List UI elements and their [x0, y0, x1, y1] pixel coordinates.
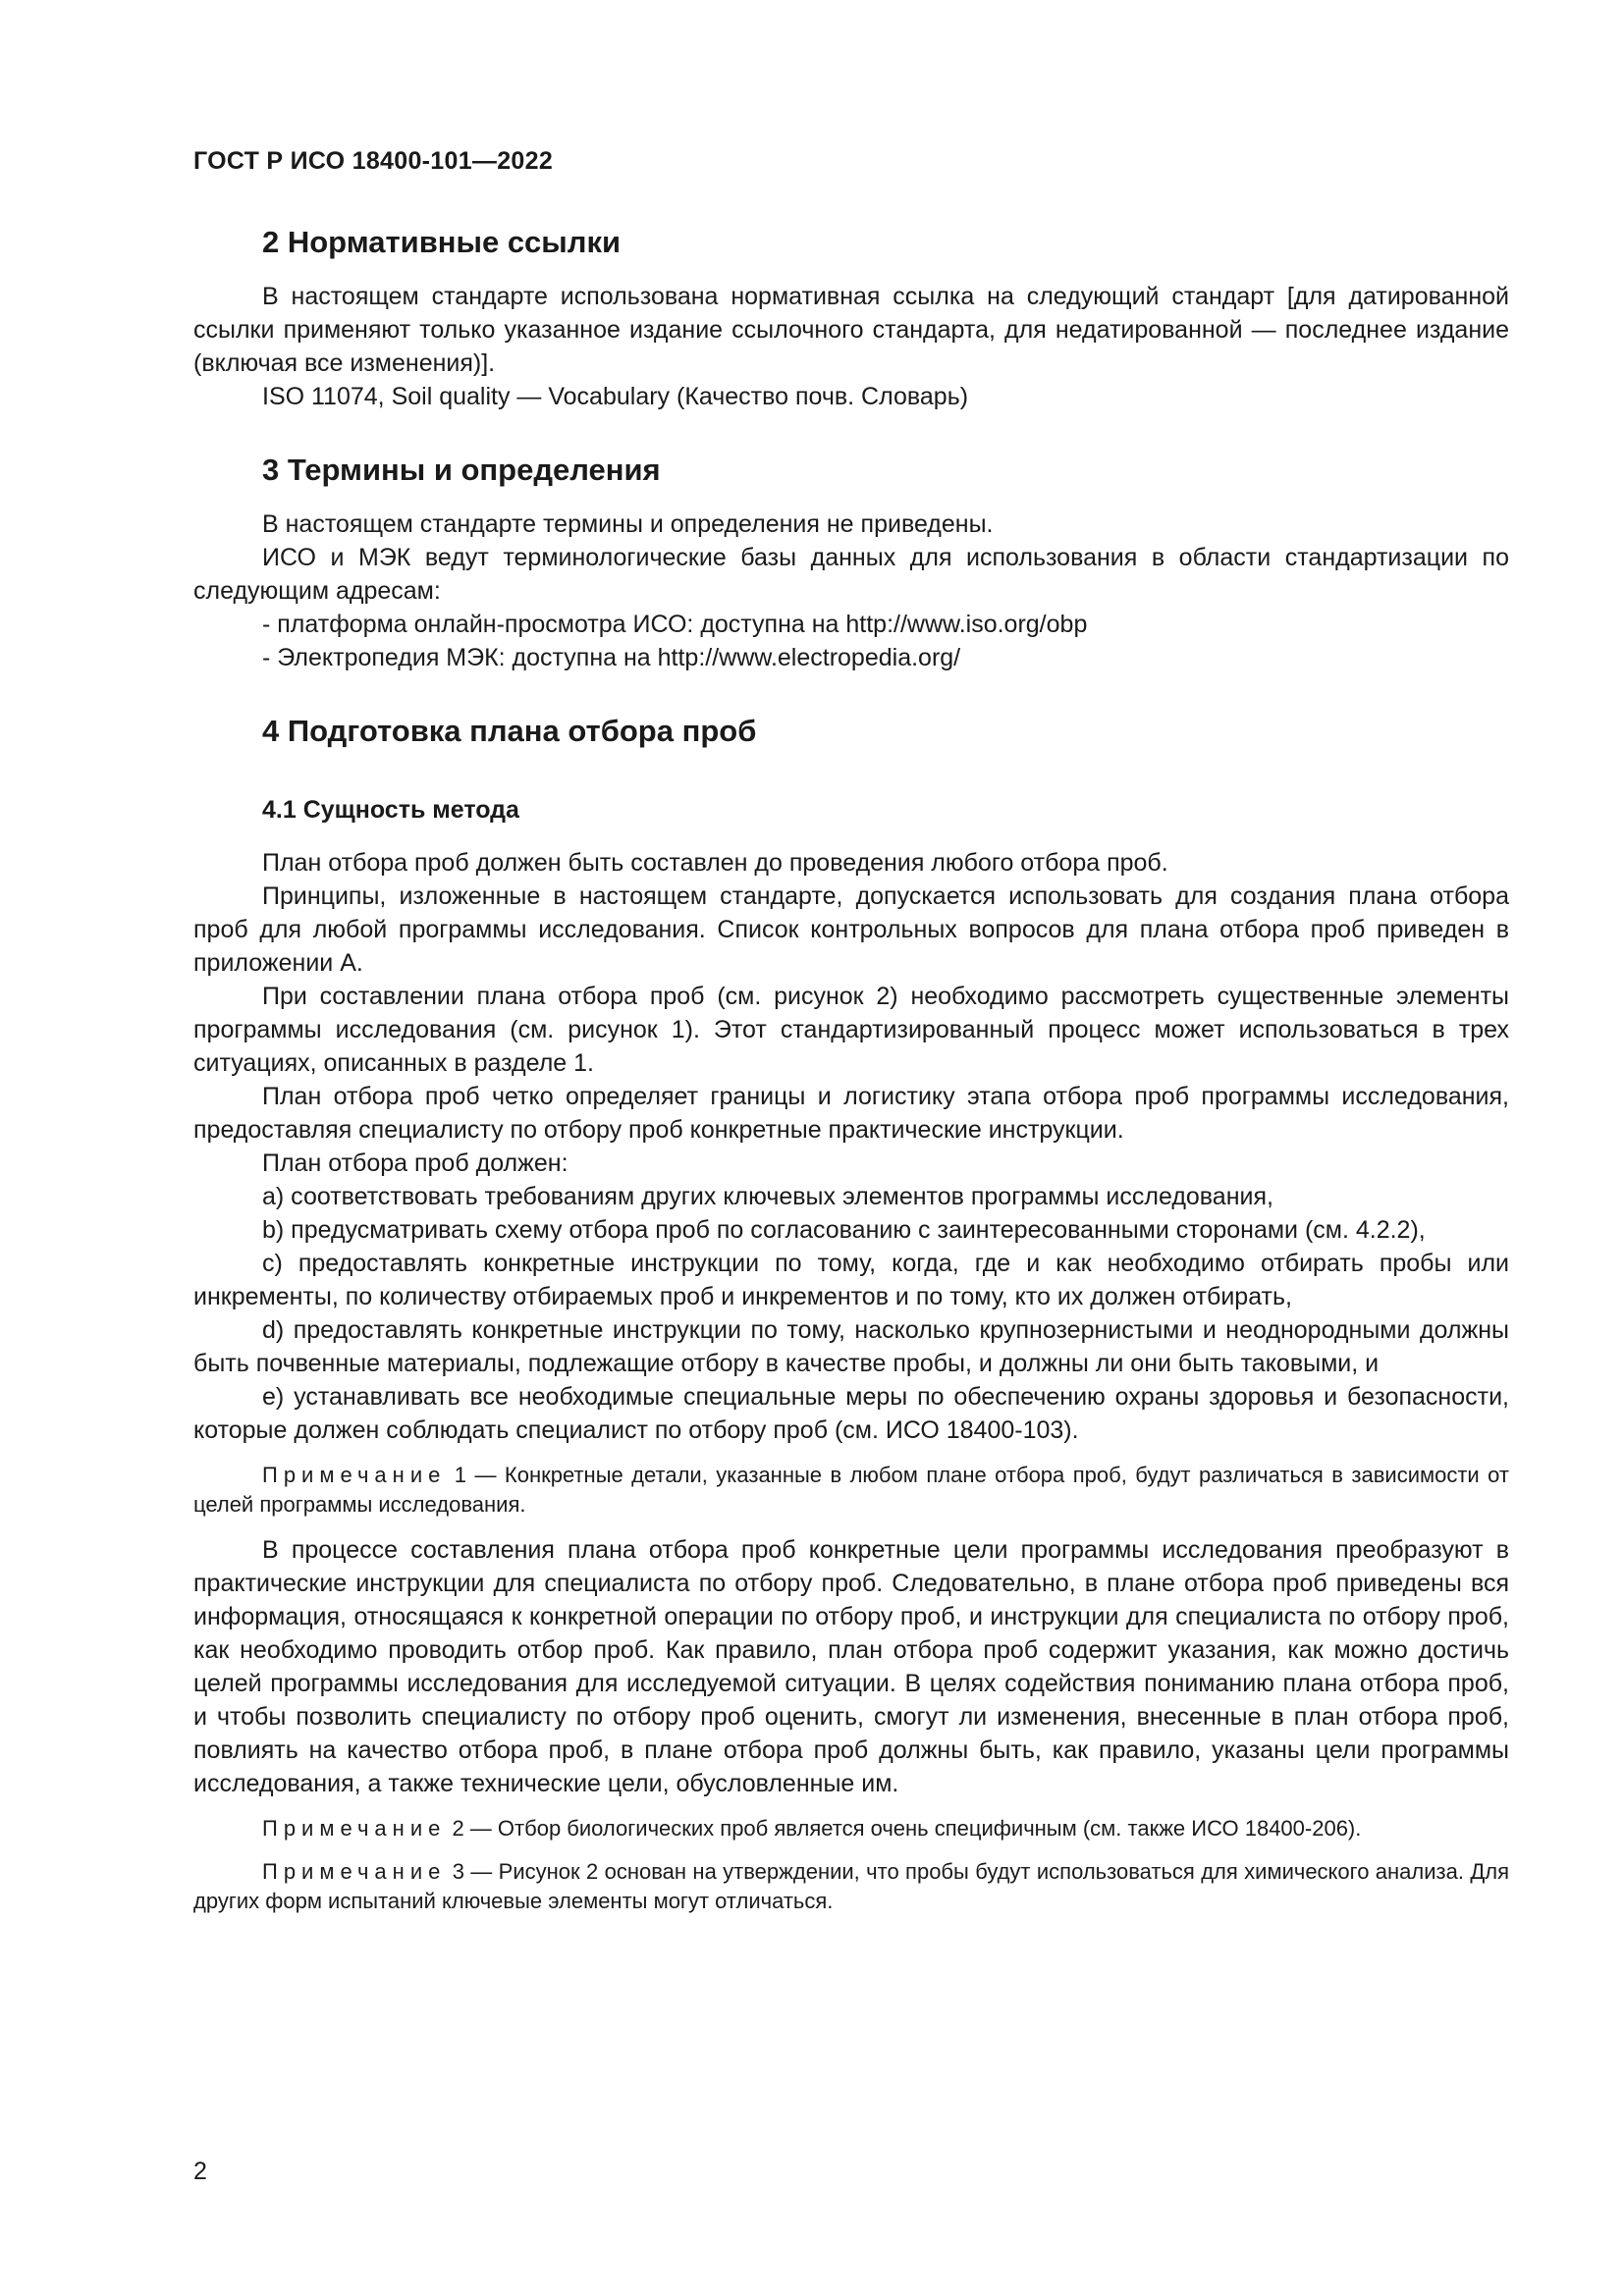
section-4-list-item: b) предусматривать схему отбора проб по согласованию с заинтересованными сторонами (см. 4.2.2), [262, 1216, 1426, 1244]
note-text: 2 — Отбор биологических проб является очень специфичным (см. также ИСО 18400-206). [446, 1816, 1362, 1841]
section-4-paragraph: План отбора проб должен быть составлен до проведения любого отбора проб. [262, 849, 1168, 877]
section-4-list-item: c) предоставлять конкретные инструкции по тому, когда, где и как необходимо отбирать пробы или инкременты, по количеству отбираемых проб и инкрементов и по тому, кто их должен отбирать, [193, 1250, 1509, 1310]
section-4-paragraph: План отбора проб четко определяет границы и логистику этапа отбора проб программы исследования, предоставляя специалисту по отбору проб конкретные практические инструкции. [193, 1083, 1509, 1144]
subsection-4-1-title: 4.1 Сущность метода [262, 796, 519, 824]
section-4-list-item: d) предоставлять конкретные инструкции по тому, насколько крупнозернистыми и неоднородными должны быть почвенные материалы, подлежащие отбору в качестве пробы, и должны ли они быть таковыми, и [193, 1316, 1509, 1377]
note-label: Примечание [262, 1859, 447, 1884]
note-text: 3 — Рисунок 2 основан на утверждении, что пробы будут использоваться для химического анализа. Для других форм испытаний ключевые элементы могут отличаться. [193, 1859, 1509, 1913]
section-4-paragraph: Принципы, изложенные в настоящем стандарте, допускается использовать для создания плана отбора проб для любой программы исследования. Список контрольных вопросов для плана отбора проб приведен в приложении А. [193, 882, 1509, 977]
section-4-list-item: e) устанавливать все необходимые специальные меры по обеспечению охраны здоровья и безопасности, которые должен соблюдать специалист по отбору проб (см. ИСО 18400-103). [193, 1383, 1509, 1444]
document-code-header: ГОСТ Р ИСО 18400-101—2022 [193, 147, 554, 175]
document-page [193, 147, 1509, 1930]
section-2-title: 2 Нормативные ссылки [262, 225, 622, 259]
section-2-paragraph: В настоящем стандарте использована нормативная ссылка на следующий стандарт [для датированной ссылки применяют только указанное издание ссылочного стандарта, для недатированной — последнее издание (включая все изменения)]. [193, 283, 1509, 377]
section-3-list-item: - Электропедия МЭК: доступна на http://www.electropedia.org/ [262, 644, 961, 671]
section-4-paragraph: В процессе составления плана отбора проб конкретные цели программы исследования преобразуют в практические инструкции для специалиста по отбору проб. Следовательно, в плане отбора проб приведены вся информация, относящаяся к конкретной операции по отбору проб, и инструкции для специалиста по отбору проб, как необходимо проводить отбор проб. Как правило, план отбора проб содержит указания, как можно достичь целей программы исследования для исследуемой ситуации. В целях содействия пониманию плана отбора проб, и чтобы позволить специалисту по отбору проб оценить, смогут ли изменения, внесенные в план отбора проб, повлиять на качество отбора проб, в плане отбора проб должны быть, как правило, указаны цели программы исследования, а также технические цели, обусловленные им. [193, 1536, 1509, 1797]
section-4-paragraph: При составлении плана отбора проб (см. рисунок 2) необходимо рассмотреть существенные элементы программы исследования (см. рисунок 1). Этот стандартизированный процесс может использоваться в трех ситуациях, описанных в разделе 1. [193, 983, 1509, 1077]
note-2 [193, 1814, 1509, 1843]
section-4-title: 4 Подготовка плана отбора проб [262, 714, 757, 748]
note-1 [193, 1461, 1509, 1520]
section-3-paragraph: ИСО и МЭК ведут терминологические базы данных для использования в области стандартизации по следующим адресам: [193, 544, 1509, 605]
note-label: Примечание [262, 1816, 447, 1841]
note-text: 1 — Конкретные детали, указанные в любом плане отбора проб, будут различаться в зависимости от целей программы исследования. [193, 1463, 1509, 1517]
section-2-reference: ISO 11074, Soil quality — Vocabulary (Качество почв. Словарь) [262, 383, 969, 410]
section-3-list-item: - платформа онлайн-просмотра ИСО: доступна на http://www.iso.org/obp [262, 611, 1088, 638]
section-3-paragraph: В настоящем стандарте термины и определения не приведены. [262, 510, 994, 538]
note-3 [193, 1857, 1509, 1916]
section-4-paragraph: План отбора проб должен: [262, 1149, 568, 1177]
section-3-title: 3 Термины и определения [262, 453, 661, 487]
note-label: Примечание [262, 1463, 447, 1487]
page-number: 2 [193, 2158, 207, 2185]
section-4-list-item: a) соответствовать требованиям других ключевых элементов программы исследования, [262, 1183, 1273, 1210]
